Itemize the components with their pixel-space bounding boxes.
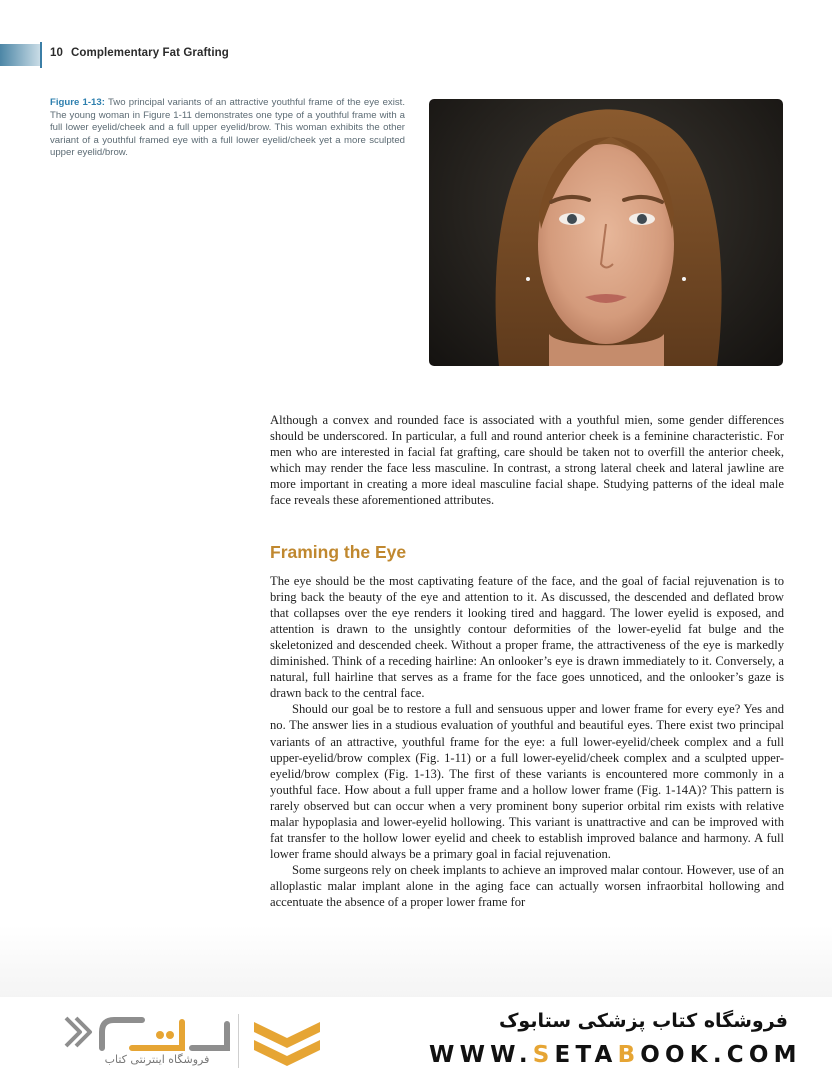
figure-caption-text: Two principal variants of an attractive youthful frame of the eye exist. The young woman in Figure 1-11 demonstrates one type of a youthful frame with a full lower eyelid/cheek and a full upper eyelid/brow. This woman exhibits the other variant of a youthful framed eye with a full lower eyelid/cheek yet a more sculpted upper eyelid/brow. — [50, 97, 405, 159]
setabook-logo-icon — [62, 1010, 232, 1070]
body-paragraph: Although a convex and rounded face is associated with a youthful mien, some gender differences should be underscored. In particular, a full and round anterior cheek is a feminine characteristic. For men who are interested in facial fat grafting, care should be taken not to overfill the anterior cheek, which may render the face less masculine. In contrast, a strong lateral cheek and lateral jawline are more important in creating a more ideal masculine facial shape. Studying patterns of the ideal male face reveals these aforementioned attributes. — [270, 413, 784, 508]
store-name: فروشگاه کتاب پزشکی ستابوک — [498, 1010, 788, 1032]
header-divider — [40, 42, 42, 68]
body-text — [270, 412, 784, 911]
portrait-photo — [429, 99, 783, 366]
portrait-photo-icon — [429, 99, 783, 366]
figure-caption — [50, 97, 405, 160]
logo-divider — [238, 1014, 239, 1068]
store-url[interactable] — [429, 1042, 802, 1068]
body-paragraph: Some surgeons rely on cheek implants to achieve an improved malar contour. However, use of an alloplastic malar implant alone in the aging face can actually worsen infraorbital hollowing and accentuate the absence of a proper lower frame for — [270, 863, 784, 910]
url-part: OOK.COM — [640, 1042, 802, 1068]
body-paragraph: Should our goal be to restore a full and sensuous upper and lower frame for every eye? Yes and no. The answer lies in a studious evaluation of youthful and beautiful eyes. There exist two principal variants of an attractive, youthful frame for the eye: a full lower-eyelid/cheek complex and a full upper-eyelid/brow complex (Fig. 1-11) or a full lower-eyelid/cheek complex and a sculpted upper-eyelid/brow complex (Fig. 1-13). The first of these variants is encountered more commonly in a youthful face. How about a full upper frame and a hollow lower frame (Fig. 1-14A)? This pattern is rarely observed but can occur when a very prominent bony superior orbital rim exists with relative malar hypoplasia and lower-eyelid hollowing. This variant is unattractive and can be improved with fat transfer to the hollow lower eyelid and cheek to establish improved balance and harmony. A full lower frame should always be a primary goal in facial rejuvenation. — [270, 702, 784, 862]
logo-subtitle: فروشگاه اینترنتی کتاب — [104, 1053, 210, 1066]
body-paragraph: The eye should be the most captivating feature of the face, and the goal of facial rejuvenation is to bring back the beauty of the eye and attention to it. As discussed, the descended and deflated brow that collapses over the eye renders it looking tired and haggard. The lower eyelid is exposed, and attention is drawn to the unsightly contour deformities of the lower-eyelid fat bulge and the skeletonized and descended cheek. Without a proper frame, the attractiveness of the eye is markedly diminished. Think of a receding hairline: An onlooker’s eye is drawn immediately to it. Conversely, a natural, full hairline that serves as a frame for the face goes unnoticed, and the onlooker’s gaze is drawn back to the central face. — [270, 573, 784, 701]
running-head — [50, 47, 229, 59]
url-part: ETA — [554, 1042, 618, 1068]
url-highlight: B — [617, 1042, 641, 1068]
page-edge-tab — [0, 44, 40, 66]
url-part: WWW. — [429, 1042, 533, 1068]
chevron-logo-icon — [248, 1016, 326, 1072]
section-heading: Framing the Eye — [270, 541, 407, 562]
page-number: 10 — [50, 47, 63, 59]
watermark-fade — [0, 925, 832, 997]
running-head-title: Complementary Fat Grafting — [71, 47, 229, 59]
url-highlight: S — [532, 1042, 555, 1068]
figure-label: Figure 1-13: — [50, 97, 105, 108]
